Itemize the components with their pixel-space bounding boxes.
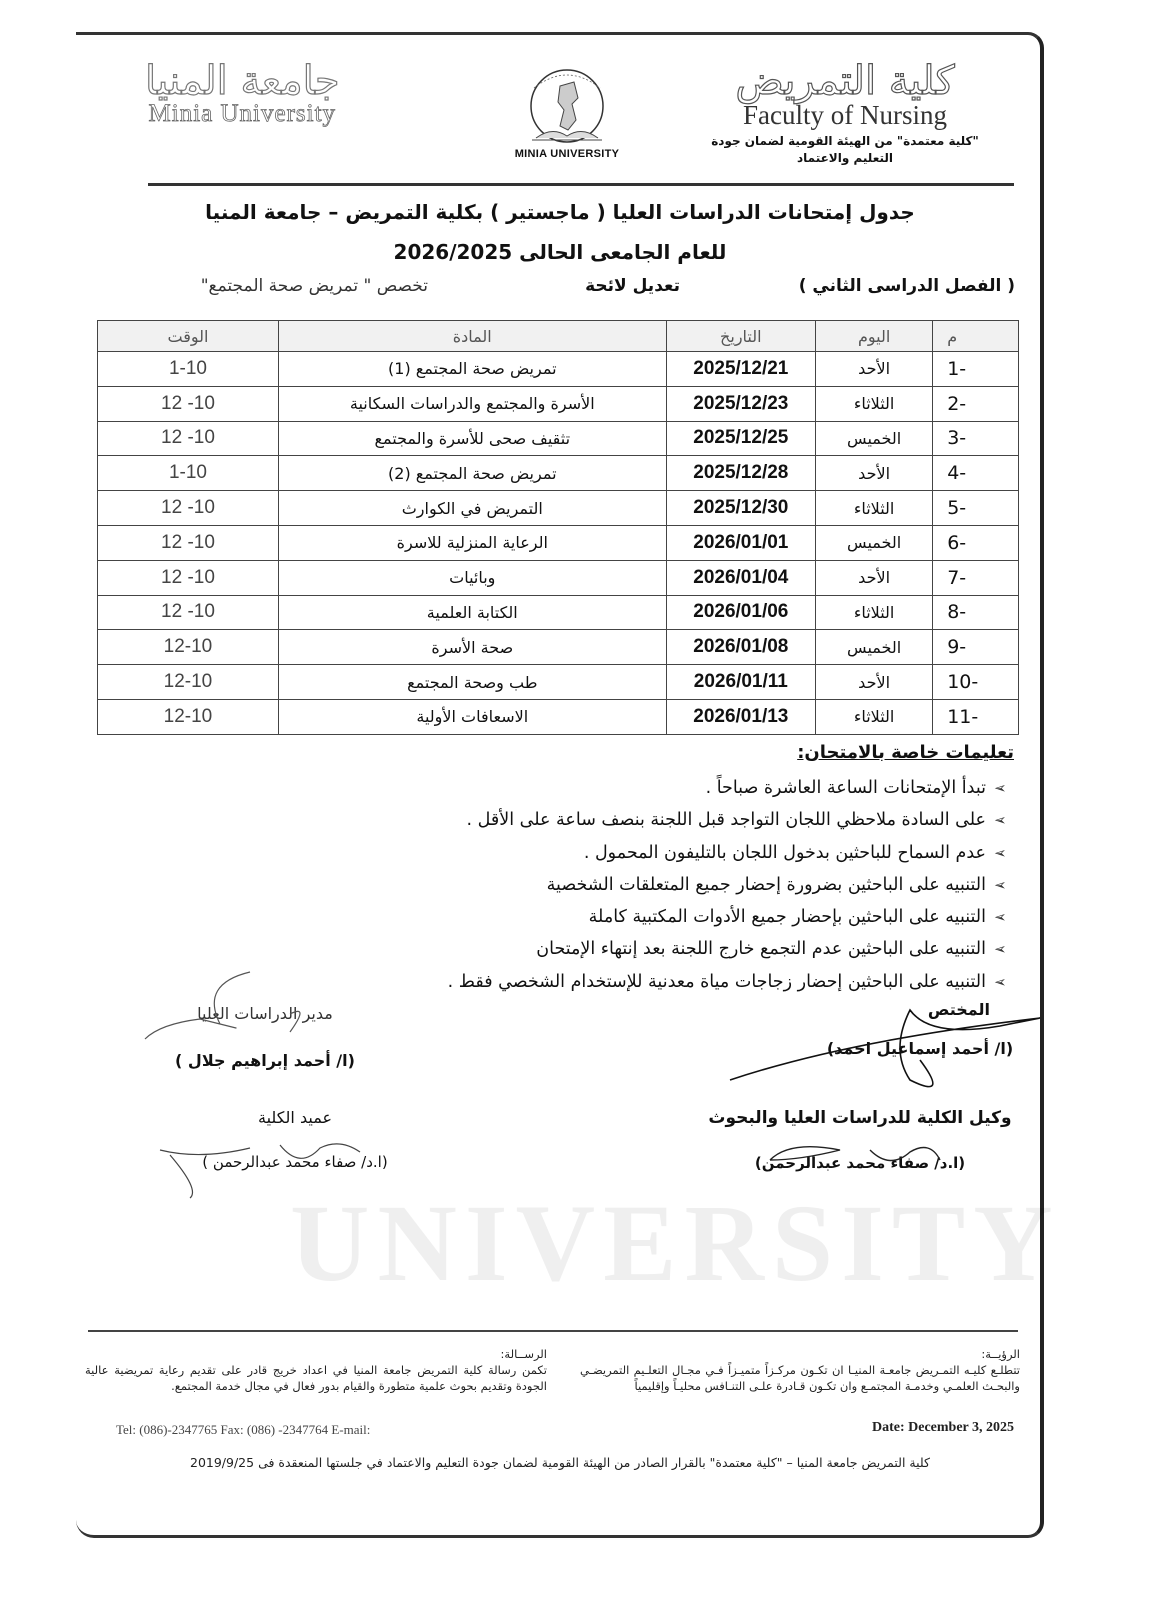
cell-date: 2026/01/01: [666, 525, 815, 560]
instruction-item: [194, 772, 1014, 804]
header-date: التاريخ: [666, 321, 815, 352]
signature-dean: [170, 1108, 420, 1171]
dean-name: (ا.د/ صفاء محمد عبدالرحمن ): [202, 1153, 388, 1171]
table-row: [98, 386, 1019, 421]
cell-num: -4: [933, 456, 1019, 491]
table-row: [98, 491, 1019, 526]
cell-date: 2025/12/21: [666, 352, 815, 387]
director-name: (ا/ أحمد إبراهيم جلال ): [175, 1051, 355, 1070]
contact-info: Tel: (086)-2347765 Fax: (086) -2347764 E-mail:: [116, 1422, 371, 1437]
vice-dean-name: (ا.د/ صفاء محمد عبدالرحمن): [754, 1154, 966, 1172]
dean-role: عميد الكلية: [258, 1108, 332, 1127]
seal-emblem-icon: [522, 58, 612, 150]
cell-time: 12-10: [98, 665, 279, 700]
cell-num: -2: [933, 386, 1019, 421]
mission-label: الرســالة:: [500, 1347, 547, 1361]
instruction-item: [194, 837, 1014, 869]
cell-num: -3: [933, 421, 1019, 456]
watermark: UNIVERSITY: [290, 1182, 1061, 1304]
cell-subject: الكتابة العلمية: [278, 595, 666, 630]
instruction-item: [194, 804, 1014, 836]
arrow-bullet-icon: ➢: [994, 972, 1007, 991]
academic-year: للعام الجامعى الحالى 2026/2025: [393, 240, 727, 264]
cell-time: 12 -10: [98, 491, 279, 526]
university-header: [145, 58, 340, 128]
instruction-text: التنبيه على الباحثين بضرورة إحضار جميع المتعلقات الشخصية: [546, 874, 986, 895]
instruction-text: على السادة ملاحظي اللجان التواجد قبل اللجنة بنصف ساعة على الأقل .: [466, 810, 986, 831]
vice-dean-role: وكيل الكلية للدراسات العليا والبحوث: [708, 1108, 1012, 1128]
semester-label: ( الفصل الدراسى الثاني ): [798, 276, 1015, 296]
cell-day: الأحد: [816, 352, 933, 387]
header-time: الوقت: [98, 321, 279, 352]
footer-divider: [88, 1330, 1018, 1332]
instruction-item: [194, 966, 1014, 998]
header-divider: [148, 183, 1014, 186]
instruction-item: [194, 933, 1014, 965]
cell-date: 2026/01/08: [666, 630, 815, 665]
cell-subject: تثقيف صحى للأسرة والمجتمع: [278, 421, 666, 456]
vision-label: الرؤيــة:: [981, 1347, 1020, 1361]
table-row: [98, 352, 1019, 387]
cell-date: 2026/01/13: [666, 699, 815, 734]
cell-day: الخميس: [816, 630, 933, 665]
cell-subject: طب وصحة المجتمع: [278, 665, 666, 700]
table-row: [98, 699, 1019, 734]
cell-date: 2025/12/25: [666, 421, 815, 456]
cell-num: -7: [933, 560, 1019, 595]
director-role: مدير الدراسات العليا: [197, 1004, 333, 1023]
cell-day: الثلاثاء: [816, 491, 933, 526]
arrow-bullet-icon: ➢: [994, 779, 1007, 797]
faculty-name-english: Faculty of Nursing: [743, 100, 947, 130]
cell-num: -8: [933, 595, 1019, 630]
table-row: [98, 560, 1019, 595]
seal-caption: MINIA UNIVERSITY: [514, 148, 620, 160]
table-header-row: [98, 321, 1019, 352]
faculty-logo-arabic: كلية التمريض: [735, 58, 955, 104]
cell-day: الأحد: [816, 456, 933, 491]
cell-num: -6: [933, 525, 1019, 560]
cell-day: الأحد: [816, 560, 933, 595]
instruction-item: [194, 901, 1014, 933]
cell-num: -11: [933, 699, 1019, 734]
exam-schedule-table: [97, 320, 1019, 735]
header-subject: المادة: [278, 321, 666, 352]
university-logo-arabic: جامعة المنيا: [145, 58, 340, 104]
specialist-role: المختص: [927, 1000, 990, 1019]
table-row: [98, 456, 1019, 491]
cell-num: -1: [933, 352, 1019, 387]
schedule-title: جدول إمتحانات الدراسات العليا ( ماجستير ) بكلية التمريض – جامعة المنيا: [205, 200, 915, 224]
accreditation-footer: كلية التمريض جامعة المنيا – "كلية معتمدة" بالقرار الصادر من الهيئة القومية لضمان جودة التعليم والاعتماد في جلستها المنعقدة فى 2019/9/25: [190, 1455, 930, 1470]
cell-subject: الأسرة والمجتمع والدراسات السكانية: [278, 386, 666, 421]
header-num: م: [933, 321, 1019, 352]
cell-time: 1-10: [98, 352, 279, 387]
table-row: [98, 595, 1019, 630]
cell-subject: الاسعافات الأولية: [278, 699, 666, 734]
signature-vice-dean: [700, 1108, 1020, 1172]
cell-date: 2026/01/06: [666, 595, 815, 630]
cell-time: 12-10: [98, 630, 279, 665]
arrow-bullet-icon: ➢: [994, 908, 1007, 927]
instruction-text: التنبيه على الباحثين عدم التجمع خارج اللجنة بعد إنتهاء الإمتحان: [536, 939, 986, 960]
cell-time: 12-10: [98, 699, 279, 734]
cell-date: 2025/12/30: [666, 491, 815, 526]
arrow-bullet-icon: ➢: [994, 843, 1007, 862]
signature-specialist: [800, 1000, 1040, 1058]
instruction-text: تبدأ الإمتحانات الساعة العاشرة صباحاً .: [705, 778, 986, 798]
table-row: [98, 525, 1019, 560]
cell-num: -5: [933, 491, 1019, 526]
arrow-bullet-icon: ➢: [994, 940, 1007, 959]
cell-num: -10: [933, 665, 1019, 700]
cell-date: 2026/01/11: [666, 665, 815, 700]
specialty-label: تخصص " تمريض صحة المجتمع": [200, 276, 428, 296]
instruction-text: التنبيه على الباحثين بإحضار جميع الأدوات المكتبية كاملة: [588, 907, 986, 928]
cell-subject: التمريض في الكوارث: [278, 491, 666, 526]
document-date: Date: December 3, 2025: [871, 1420, 1014, 1435]
cell-date: 2025/12/28: [666, 456, 815, 491]
faculty-header: [710, 58, 980, 167]
vision-text: تتطلـع كليـه التمـريض جامعـة المنيـا ان تكـون مركـزاً متميـزاً فـي مجـال التعلـيم التمريضـي والبحـث العلمـي وخدمـة المجتمـع وان تكـون قـادرة علـى التنـافس محليـاً وإقليمياً: [580, 1363, 1020, 1393]
cell-day: الثلاثاء: [816, 595, 933, 630]
cell-time: 12 -10: [98, 386, 279, 421]
regulation-label: تعديل لائحة: [585, 276, 680, 296]
cell-subject: صحة الأسرة: [278, 630, 666, 665]
cell-date: 2025/12/23: [666, 386, 815, 421]
cell-time: 1-10: [98, 456, 279, 491]
cell-subject: تمريض صحة المجتمع (2): [278, 456, 666, 491]
cell-day: الثلاثاء: [816, 699, 933, 734]
instructions-title: تعليمات خاصة بالامتحان:: [797, 742, 1014, 763]
university-seal: [514, 58, 620, 168]
cell-subject: وبائيات: [278, 560, 666, 595]
table-row: [98, 665, 1019, 700]
cell-day: الثلاثاء: [816, 386, 933, 421]
instructions-list: [194, 772, 1014, 998]
cell-num: -9: [933, 630, 1019, 665]
cell-subject: تمريض صحة المجتمع (1): [278, 352, 666, 387]
vision-block: [580, 1346, 1020, 1394]
instruction-text: عدم السماح للباحثين بدخول اللجان بالتليفون المحمول .: [583, 842, 986, 863]
table-row: [98, 421, 1019, 456]
cell-subject: الرعاية المنزلية للاسرة: [278, 525, 666, 560]
header-day: اليوم: [816, 321, 933, 352]
cell-time: 12 -10: [98, 421, 279, 456]
arrow-bullet-icon: ➢: [994, 811, 1007, 830]
cell-time: 12 -10: [98, 560, 279, 595]
cell-time: 12 -10: [98, 595, 279, 630]
cell-day: الخميس: [816, 421, 933, 456]
cell-time: 12 -10: [98, 525, 279, 560]
instruction-item: [194, 869, 1014, 901]
mission-text: تكمن رسالة كلية التمريض جامعة المنيا في اعداد خريج قادر على تقديم رعاية تمريضية عالية الجودة وتقديم بحوث علمية متطورة والقيام بدور فعال في مجال خدمة المجتمع.: [85, 1363, 547, 1393]
table-row: [98, 630, 1019, 665]
specialist-name: (ا/ أحمد إسماعيل احمد): [826, 1039, 1014, 1058]
cell-day: الأحد: [816, 665, 933, 700]
instruction-text: التنبيه على الباحثين إحضار زجاجات مياة معدنية للإستخدام الشخصي فقط .: [447, 971, 986, 992]
university-name-english: Minia University: [148, 100, 337, 127]
accreditation-note: "كلية معتمدة" من الهيئة القومية لضمان جودة التعليم والاعتماد: [711, 134, 979, 165]
mission-block: [85, 1346, 547, 1394]
cell-date: 2026/01/04: [666, 560, 815, 595]
cell-day: الخميس: [816, 525, 933, 560]
signature-director: [150, 1004, 380, 1070]
arrow-bullet-icon: ➢: [994, 875, 1007, 894]
